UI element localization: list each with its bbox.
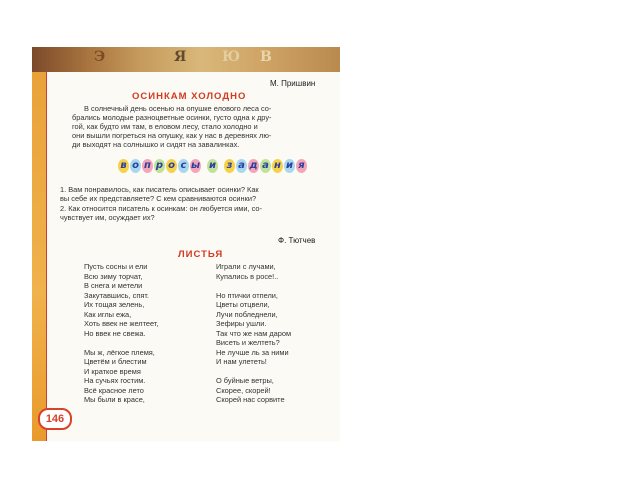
poem-line: Мы были в красе, xyxy=(84,395,145,404)
heading-letter: а xyxy=(236,159,247,173)
heading-letter: д xyxy=(249,160,258,171)
poem-line: Так что же нам даром xyxy=(216,328,292,338)
question-line: 1. Вам понравилось, как писатель описывает осинки? Как xyxy=(60,185,259,194)
heading-letter: о xyxy=(166,159,177,173)
heading-letter: а xyxy=(260,159,271,173)
page-number: 146 xyxy=(38,408,72,430)
poem-line: Зефиры ушли. xyxy=(216,319,267,328)
heading-letter: ы xyxy=(190,160,201,171)
poem-line: Мы ж, лёгкое племя, xyxy=(84,347,155,357)
poem-line: Скорее, скорей! xyxy=(216,385,271,395)
heading-letter: в xyxy=(118,159,129,173)
question-line: вы себе их представляете? С кем сравниваются осинки? xyxy=(60,194,257,203)
poem-line: Всё красное лето xyxy=(84,385,144,395)
story-line: они вышли погреться на опушку, как у нас в деревнях лю- xyxy=(72,131,272,140)
poem-line: Как иглы ежа, xyxy=(84,309,132,319)
poem-line: Цветы отцвели, xyxy=(216,300,270,309)
poem-line: И нам улететь! xyxy=(216,357,267,366)
poem-title: ЛИСТЬЯ xyxy=(178,249,224,260)
poem-author: Ф. Тютчев xyxy=(278,236,316,245)
banner-glyph: Э xyxy=(94,49,106,65)
heading-letter: р xyxy=(155,160,164,171)
heading-letter: п xyxy=(142,159,153,173)
heading-letter: о xyxy=(130,159,141,173)
story-title: ОСИНКАМ ХОЛОДНО xyxy=(132,91,247,102)
story-line: брались молодые разноцветные осинки, густо одна к дру- xyxy=(72,113,272,122)
poem-line: Висеть и желтеть? xyxy=(216,338,280,347)
poem-line: Играли с лучами, xyxy=(216,262,276,271)
question-line: 2. Как относится писатель к осинкам: он любуется ими, со- xyxy=(60,204,262,213)
poem-line: В снега и метели xyxy=(84,281,143,290)
story-line: гой, как будто им там, в еловом лесу, стало холодно и xyxy=(72,122,258,131)
poem-line: Но птички отпели, xyxy=(216,290,278,300)
textbook-page xyxy=(32,47,340,441)
decorative-banner xyxy=(32,47,340,72)
banner-glyph: Ю xyxy=(222,49,241,65)
poem-line: Скорей нас сорвите xyxy=(216,395,285,404)
heading-letter: и xyxy=(208,160,216,171)
poem-line: Их тощая зелень, xyxy=(84,300,145,309)
poem-line: Но ввек не свежа. xyxy=(84,328,146,338)
heading-letter: я xyxy=(296,159,307,173)
poem-line: Всю зиму торчат, xyxy=(84,271,143,281)
heading-letter: з xyxy=(224,159,235,173)
margin-rule xyxy=(46,72,47,441)
heading-letter: н xyxy=(272,159,283,173)
poem-line: Хоть ввек не желтеет, xyxy=(84,319,159,328)
poem-line: На сучьях гостим. xyxy=(84,376,146,385)
banner-glyph: Я xyxy=(174,49,187,65)
story-line: В солнечный день осенью на опушке елового леса со- xyxy=(84,104,272,113)
story-author: М. Пришвин xyxy=(270,79,316,88)
poem-line: Не лучше ль за ними xyxy=(216,347,289,357)
margin-strip xyxy=(32,72,46,441)
questions-heading xyxy=(118,159,307,179)
poem-line: О буйные ветры, xyxy=(216,376,274,385)
heading-letter: и xyxy=(285,160,293,171)
poem-line: Купались в росе!.. xyxy=(216,271,279,281)
question-line: чувствует им, осуждает их? xyxy=(60,213,155,222)
poem-line: И краткое время xyxy=(84,366,141,376)
poem-line: Пусть сосны и ели xyxy=(84,262,148,271)
poem-line: Лучи побледнели, xyxy=(216,309,278,319)
poem-line: Закутавшись, спят. xyxy=(84,290,149,300)
story-line: ди выходят на солнышко и сидят на завалинках. xyxy=(72,140,240,149)
poem-line: Цветём и блестим xyxy=(84,357,147,366)
banner-glyph: В xyxy=(260,49,272,65)
heading-letter: с xyxy=(178,159,189,173)
